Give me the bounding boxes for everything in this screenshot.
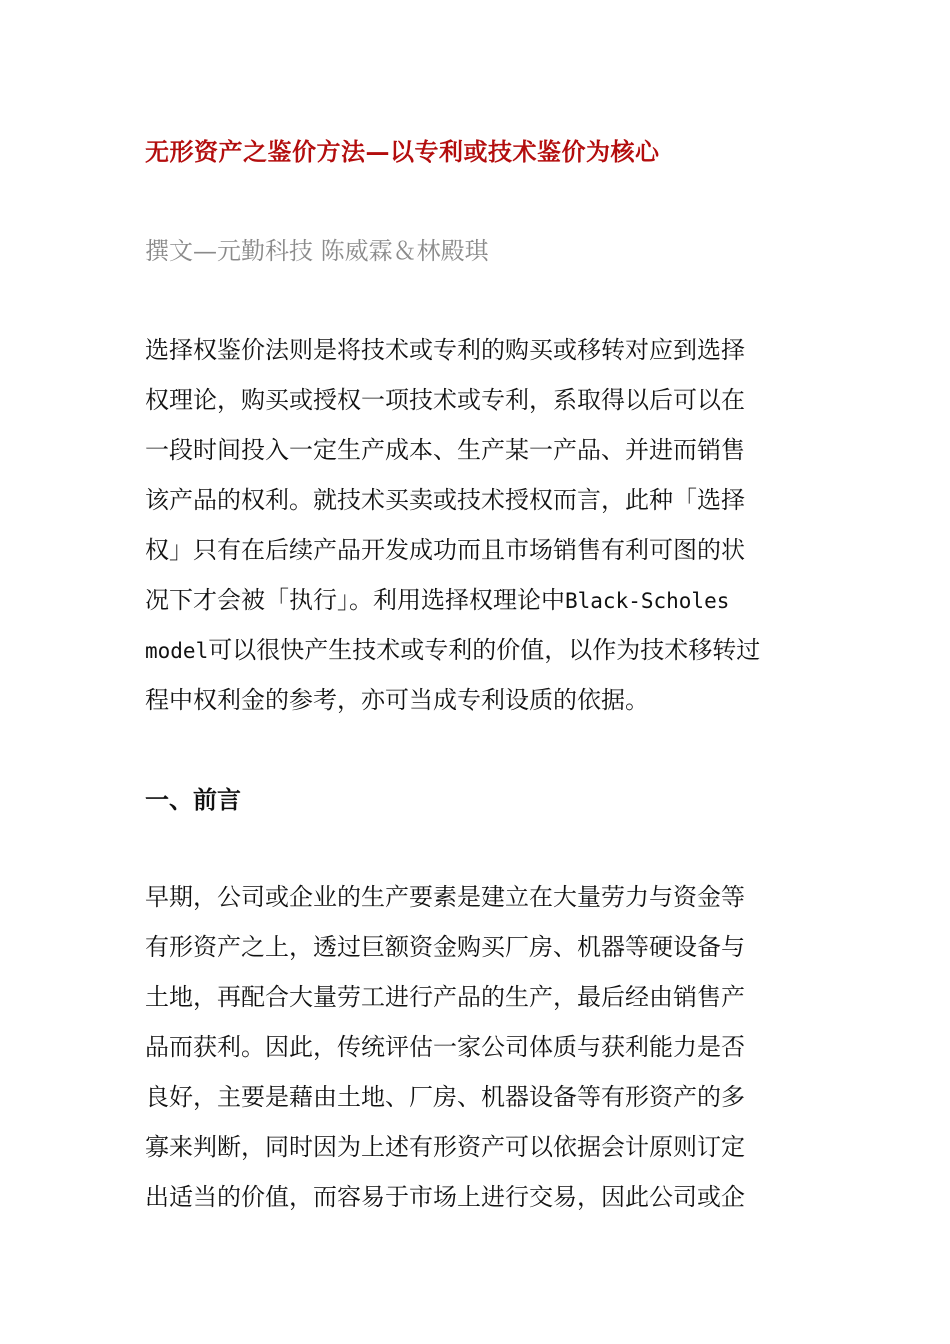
section-line: 寡来判断，同时因为上述有形资产可以依据会计原则订定 xyxy=(145,1133,745,1161)
author-byline: 撰文—元勤科技 陈威霖＆林殿琪 xyxy=(145,237,489,265)
section-heading: 一、前言 xyxy=(145,785,241,814)
abstract-line-with-model-word xyxy=(145,625,805,675)
section-line: 早期，公司或企业的生产要素是建立在大量劳力与资金等 xyxy=(145,883,745,911)
section-paragraph xyxy=(145,872,805,1222)
section-line: 品而获利。因此，传统评估一家公司体质与获利能力是否 xyxy=(145,1033,745,1061)
abstract-paragraph xyxy=(145,325,805,725)
abstract-line: 选择权鉴价法则是将技术或专利的购买或移转对应到选择 xyxy=(145,336,745,364)
model-name-text: Black-Scholes xyxy=(565,589,730,613)
abstract-line: 一段时间投入一定生产成本、生产某一产品、并进而销售 xyxy=(145,436,745,464)
abstract-line: 权理论，购买或授权一项技术或专利，系取得以后可以在 xyxy=(145,386,745,414)
abstract-line: 权」只有在后续产品开发成功而且市场销售有利可图的状 xyxy=(145,536,745,564)
section-line: 出适当的价值，而容易于市场上进行交易，因此公司或企 xyxy=(145,1183,745,1211)
document-title: 无形资产之鉴价方法—以专利或技术鉴价为核心 xyxy=(145,137,660,166)
abstract-line: 程中权利金的参考，亦可当成专利设质的依据。 xyxy=(145,686,649,714)
section-line: 有形资产之上，透过巨额资金购买厂房、机器等硬设备与 xyxy=(145,933,745,961)
abstract-text-segment: 况下才会被「执行」。利用选择权理论中 xyxy=(145,586,565,614)
abstract-line-with-model-name xyxy=(145,575,805,625)
abstract-line: 该产品的权利。就技术买卖或技术授权而言，此种「选择 xyxy=(145,486,745,514)
section-line: 土地，再配合大量劳工进行产品的生产，最后经由销售产 xyxy=(145,983,745,1011)
model-word-text: model xyxy=(145,639,209,663)
abstract-text-segment: 可以很快产生技术或专利的价值，以作为技术移转过 xyxy=(208,636,761,664)
section-line: 良好，主要是藉由土地、厂房、机器设备等有形资产的多 xyxy=(145,1083,745,1111)
